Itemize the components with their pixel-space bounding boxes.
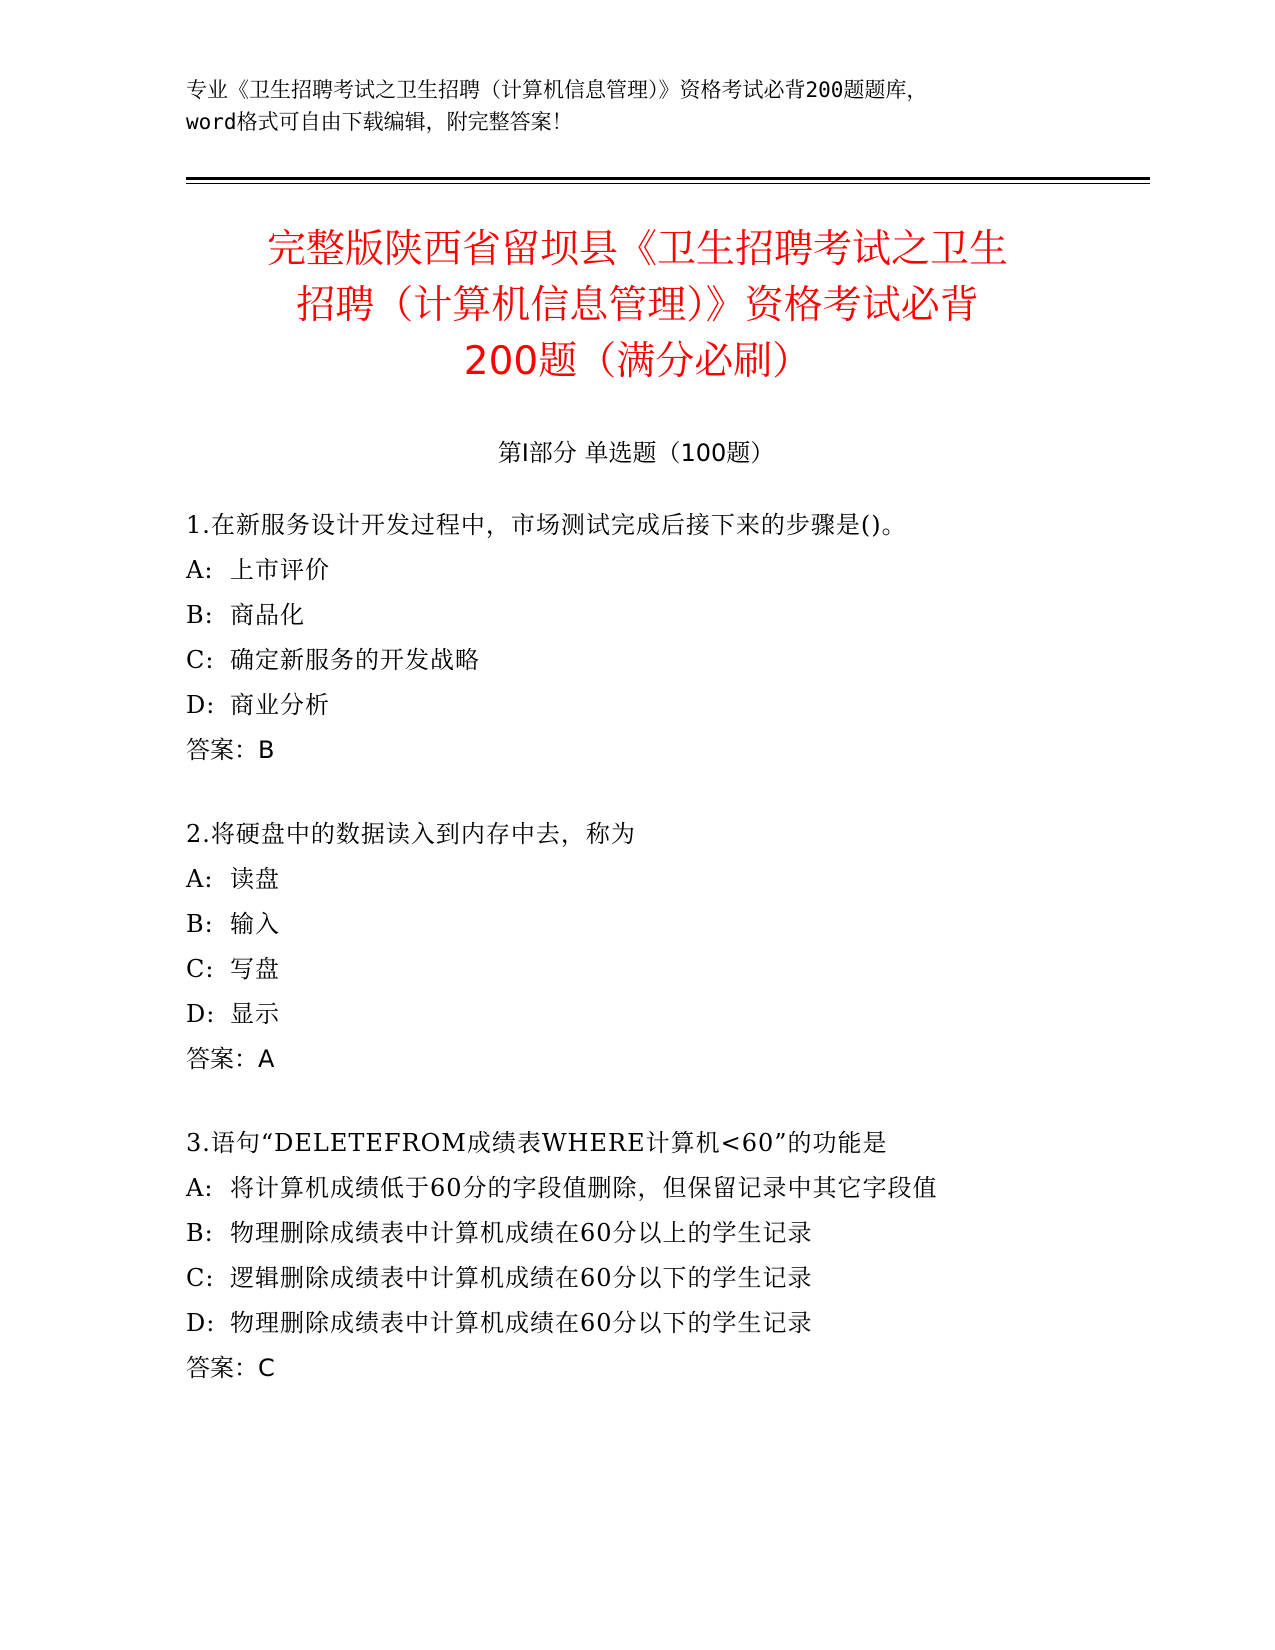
option-a [186,857,1146,902]
option-text: 物理删除成绩表中计算机成绩在60分以上的学生记录 [230,1219,813,1247]
question-block [186,503,1146,773]
title-line-1: 完整版陕西省留坝县《卫生招聘考试之卫生 [266,227,1008,272]
option-c [186,638,1146,683]
option-a [186,1166,1146,1211]
option-text: 读盘 [230,865,280,893]
option-d [186,683,1146,728]
option-text: 上市评价 [230,556,330,584]
option-letter: C: [186,955,215,983]
intro-text [186,74,1086,138]
question-block [186,812,1146,1082]
option-text: 将计算机成绩低于60分的字段值删除，但保留记录中其它字段值 [230,1174,938,1202]
option-d [186,1301,1146,1346]
option-letter: C: [186,1264,215,1292]
option-letter: A: [186,556,214,584]
title-line-2: 招聘（计算机信息管理）》资格考试必背 [296,283,979,328]
intro-line-1: 专业《卫生招聘考试之卫生招聘（计算机信息管理）》资格考试必背200题题库， [186,78,928,102]
intro-line-2: word格式可自由下载编辑，附完整答案！ [186,110,573,134]
option-letter: B: [186,1219,214,1247]
document-title [170,222,1105,390]
option-letter: B: [186,601,214,629]
option-letter: C: [186,646,215,674]
answer-line: 答案：B [186,736,275,764]
question-stem: 1.在新服务设计开发过程中，市场测试完成后接下来的步骤是()。 [186,511,907,539]
option-a [186,548,1146,593]
option-text: 确定新服务的开发战略 [230,646,480,674]
question-block [186,1121,1146,1391]
option-c [186,947,1146,992]
option-c [186,1256,1146,1301]
title-line-3: 200题（满分必刷） [463,339,812,384]
option-text: 商业分析 [230,691,330,719]
option-text: 写盘 [230,955,280,983]
answer-line: 答案：C [186,1354,275,1382]
header-divider-thick [186,177,1150,180]
option-letter: D: [186,691,216,719]
option-text: 物理删除成绩表中计算机成绩在60分以下的学生记录 [230,1309,813,1337]
option-d [186,992,1146,1037]
answer-line: 答案：A [186,1045,275,1073]
option-text: 显示 [230,1000,280,1028]
option-text: 输入 [230,910,280,938]
question-stem: 2.将硬盘中的数据读入到内存中去，称为 [186,820,636,848]
option-text: 商品化 [230,601,305,629]
option-b [186,593,1146,638]
option-b [186,902,1146,947]
option-letter: A: [186,865,214,893]
option-letter: D: [186,1309,216,1337]
option-letter: A: [186,1174,214,1202]
header-divider-thin [186,183,1150,184]
option-b [186,1211,1146,1256]
section-heading: 第Ⅰ部分 单选题（100题） [497,439,775,467]
option-text: 逻辑删除成绩表中计算机成绩在60分以下的学生记录 [230,1264,813,1292]
option-letter: B: [186,910,214,938]
option-letter: D: [186,1000,216,1028]
question-stem: 3.语句“DELETEFROM成绩表WHERE计算机<60”的功能是 [186,1129,888,1157]
